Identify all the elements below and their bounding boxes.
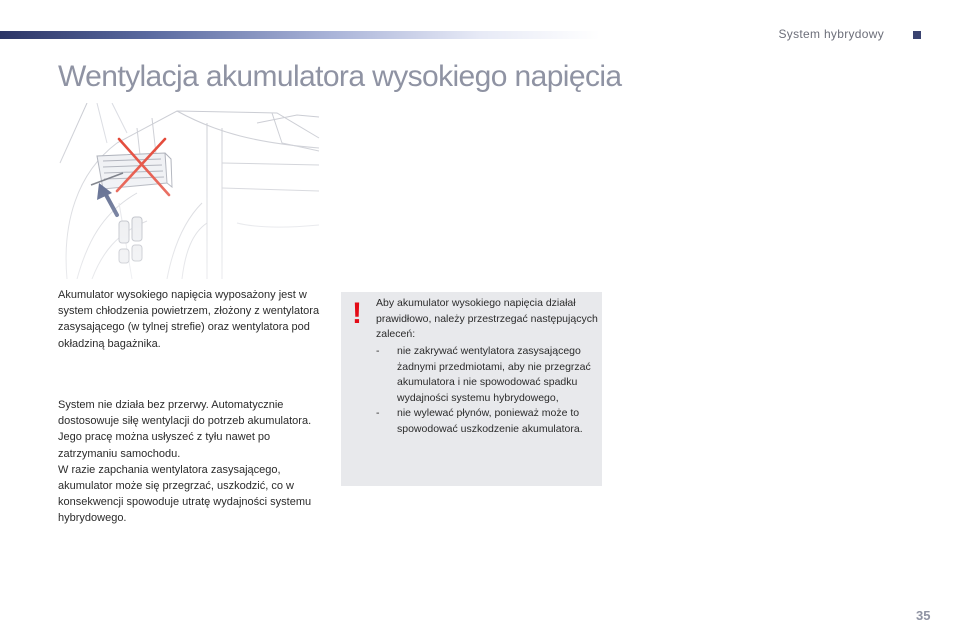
warning-list	[376, 344, 598, 437]
operation-line-2: Jego pracę można usłyszeć z tyłu nawet po zatrzymaniu samochodu.	[58, 431, 271, 460]
intro-paragraph	[58, 287, 320, 352]
warning-intro: Aby akumulator wysokiego napięcia działał prawidłowo, należy przestrzegać następujących zaleceń:	[376, 297, 598, 340]
header-band	[0, 31, 600, 39]
vent-illustration	[57, 103, 320, 279]
page-title: Wentylacja akumulatora wysokiego napięcia	[58, 60, 622, 93]
warning-box	[341, 292, 602, 486]
section-marker	[913, 31, 921, 39]
operation-paragraph	[58, 397, 320, 527]
warning-item: - nie wylewać płynów, ponieważ może to spowodować uszkodzenie akumulatora.	[376, 407, 583, 435]
warning-exclamation-icon: !	[352, 297, 362, 330]
operation-line-1: System nie działa bez przerwy. Automatycznie dostosowuje siłę wentylacji do potrzeb akumulatora.	[58, 399, 312, 428]
intro-text: Akumulator wysokiego napięcia wyposażony jest w system chłodzenia powietrzem, złożony z wentylatora zasysającego (w tylnej strefie) oraz wentylatora pod okładziną bagażnika.	[58, 289, 320, 350]
section-title: System hybrydowy	[778, 27, 884, 41]
warning-item-text: nie zakrywać wentylatora zasysającego żadnymi przedmiotami, aby nie przegrzać akumulatora i nie spowodować spadku wydajności systemu hybrydowego,	[397, 345, 591, 404]
warning-item-text: nie wylewać płynów, ponieważ może to spowodować uszkodzenie akumulatora.	[397, 407, 583, 435]
page-number: 35	[916, 608, 931, 623]
warning-item: - nie zakrywać wentylatora zasysającego żadnymi przedmiotami, aby nie przegrzać akumulatora i nie spowodować spadku wydajności systemu hybrydowego,	[376, 345, 591, 404]
operation-line-3: W razie zapchania wentylatora zasysającego, akumulator może się przegrzać, uszkodzić, co w konsekwencji spowoduje utratę wydajności systemu hybrydowego.	[58, 463, 312, 525]
